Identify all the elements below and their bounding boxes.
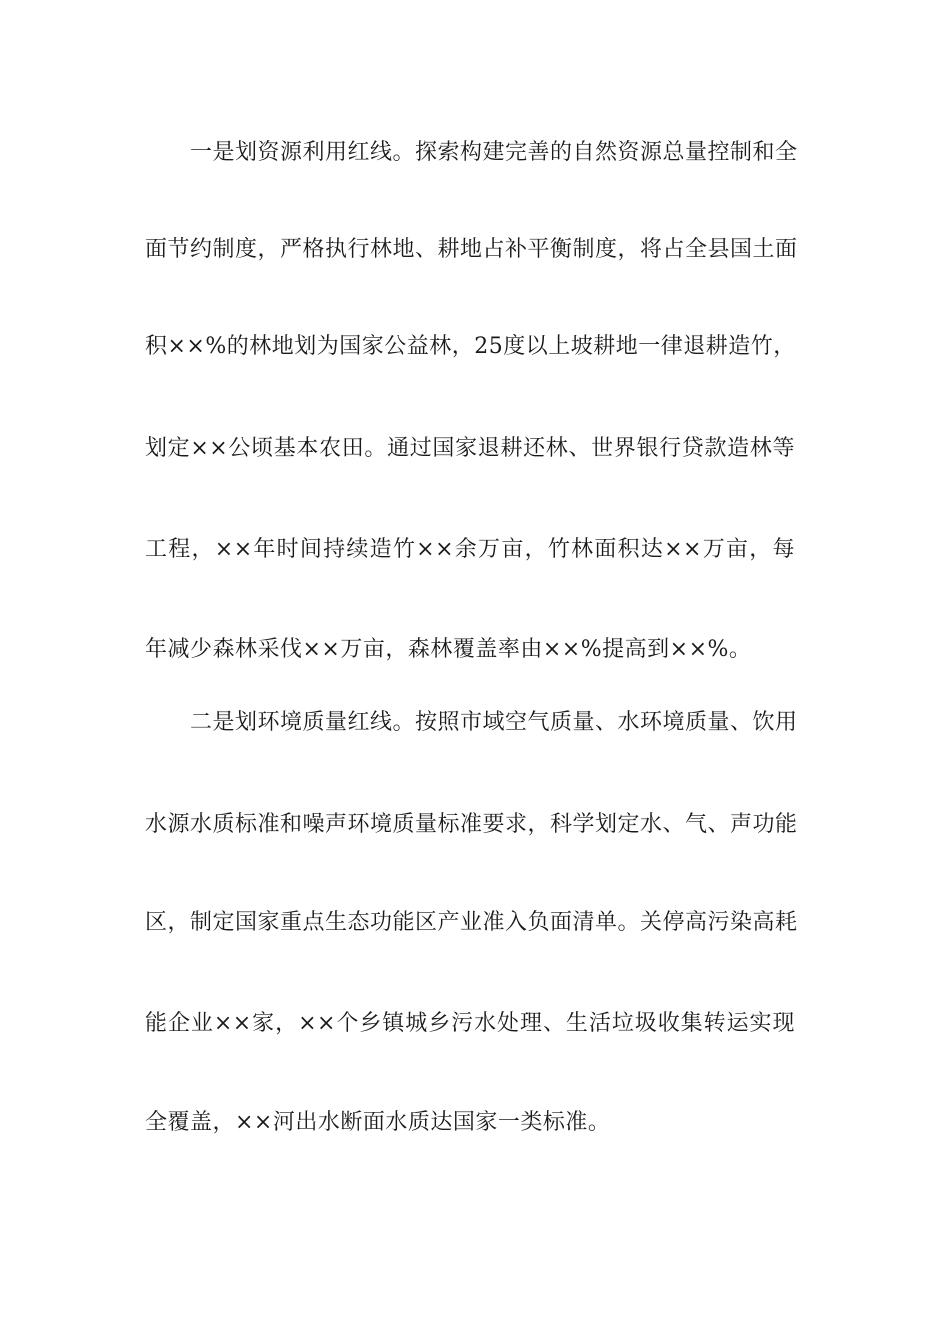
text-line: 能企业××家，××个乡镇城乡污水处理、生活垃圾收集转运实现 bbox=[145, 1011, 795, 1036]
text-line: 面节约制度，严格执行林地、耕地占补平衡制度，将占全县国土面 bbox=[145, 237, 798, 262]
text-line: 全覆盖，××河出水断面水质达国家一类标准。 bbox=[145, 1110, 611, 1135]
text-line: 划定××公顷基本农田。通过国家退耕还林、世界银行贷款造林等 bbox=[145, 436, 795, 461]
text-line: 工程，××年时间持续造竹××余万亩，竹林面积达××万亩，每 bbox=[145, 537, 795, 562]
text-line: 积××%的林地划为国家公益林，25度以上坡耕地一律退耕造竹， bbox=[145, 334, 796, 359]
text-line: 年减少森林采伐××万亩，森林覆盖率由××%提高到××%。 bbox=[145, 637, 752, 662]
text-line: 一是划资源利用红线。探索构建完善的自然资源总量控制和全 bbox=[190, 140, 798, 165]
text-line: 水源水质标准和噪声环境质量标准要求，科学划定水、气、声功能 bbox=[145, 812, 798, 837]
text-line: 区，制定国家重点生态功能区产业准入负面清单。关停高污染高耗 bbox=[145, 910, 798, 935]
text-line: 二是划环境质量红线。按照市域空气质量、水环境质量、饮用 bbox=[190, 710, 798, 735]
